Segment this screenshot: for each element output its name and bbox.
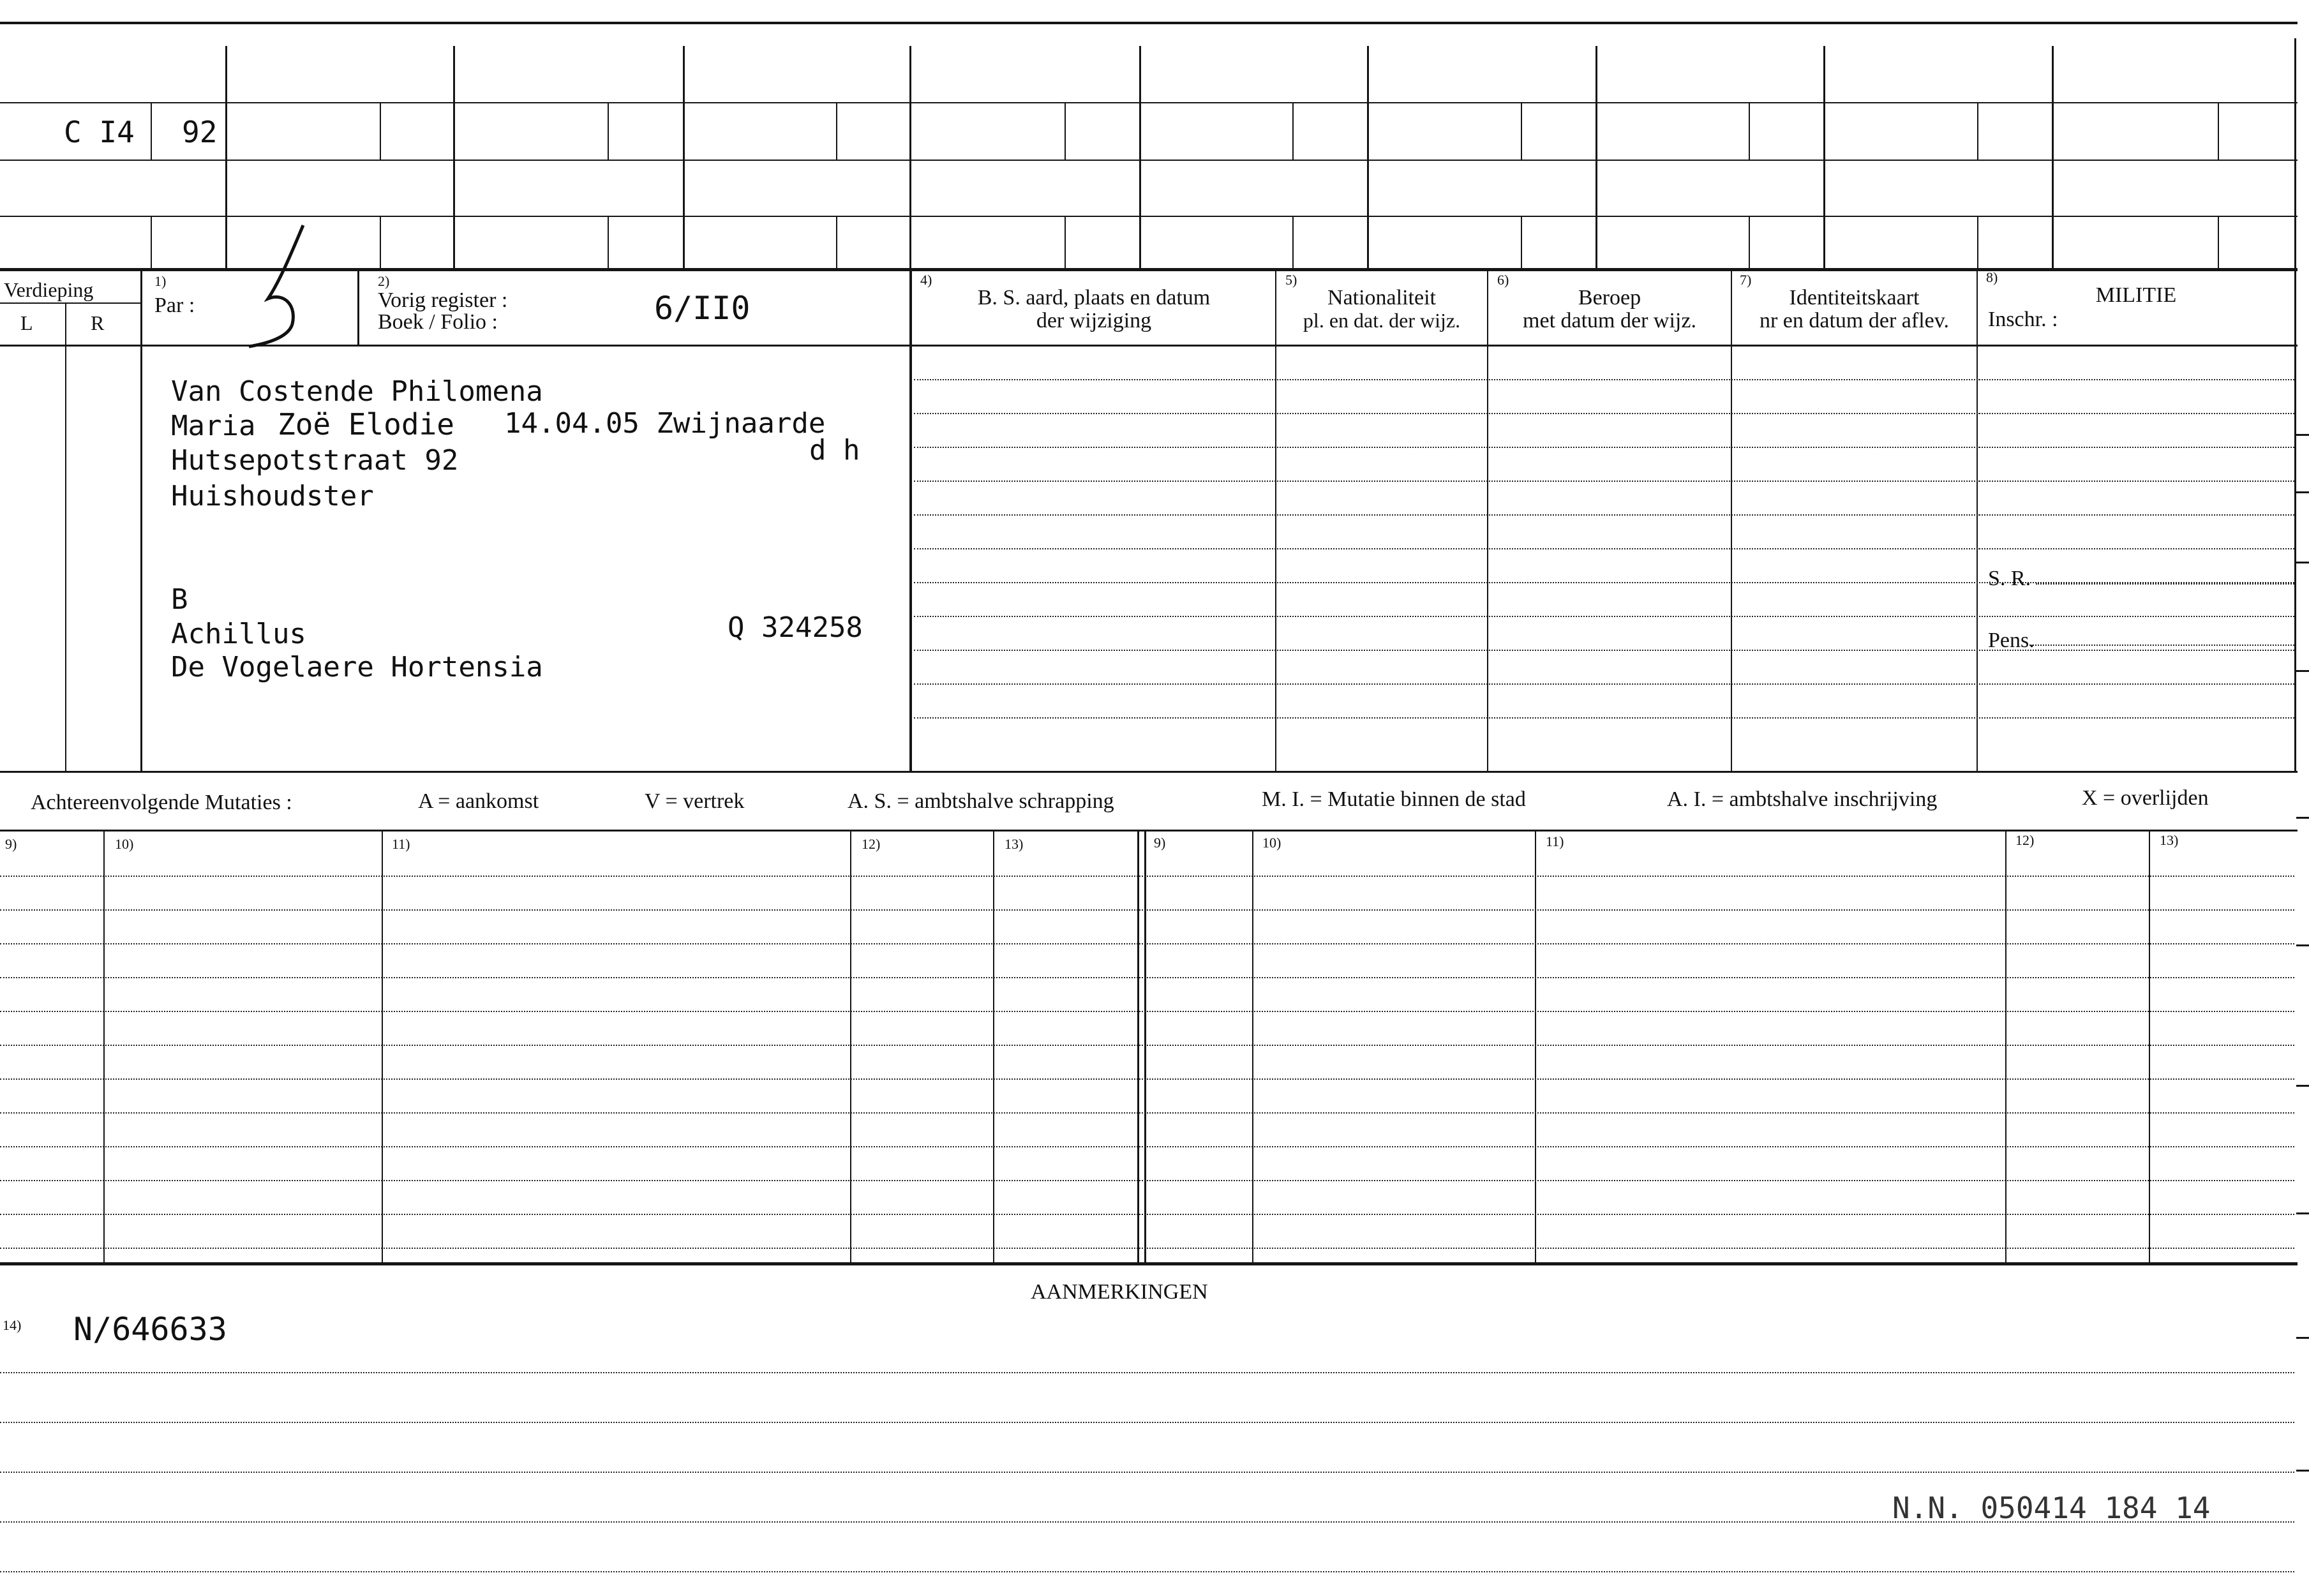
id-code: Q 324258 bbox=[728, 611, 863, 644]
father-name: Achillus bbox=[171, 618, 306, 650]
dotted-rule bbox=[1978, 481, 2294, 482]
dotted-rule bbox=[914, 650, 2294, 651]
dotted-rule bbox=[914, 616, 2294, 617]
mut-col-9b: 9) bbox=[1154, 835, 1166, 851]
dotted-rule bbox=[0, 909, 2294, 911]
remarks-title: AANMERKINGEN bbox=[1031, 1280, 1208, 1304]
dotted-rule bbox=[0, 1011, 2294, 1012]
edge-tick bbox=[2296, 944, 2309, 946]
mut-col-10b: 10) bbox=[1262, 835, 1282, 851]
dotted-rule bbox=[0, 1112, 2294, 1114]
mut-col-13a: 13) bbox=[1005, 836, 1024, 852]
nationaliteit-line2: pl. en dat. der wijz. bbox=[1303, 309, 1461, 332]
beroep-line2: met datum der wijz. bbox=[1523, 309, 1696, 332]
field-number-6: 6) bbox=[1497, 272, 1509, 288]
field-number-1: 1) bbox=[154, 273, 167, 289]
legend-aankomst: A = aankomst bbox=[418, 789, 539, 813]
edge-tick bbox=[2296, 562, 2309, 563]
bs-header-line1: B. S. aard, plaats en datum bbox=[977, 286, 1211, 310]
par-label: Par : bbox=[154, 294, 195, 317]
pens-label: Pens. bbox=[1988, 629, 2035, 652]
field-number-5: 5) bbox=[1285, 272, 1297, 288]
mut-col-9a: 9) bbox=[5, 836, 17, 852]
dotted-rule bbox=[1978, 548, 2294, 549]
bs-header-line2: der wijziging bbox=[1036, 309, 1152, 332]
boek-folio-label: Boek / Folio : bbox=[378, 310, 498, 334]
dotted-rule bbox=[1978, 413, 2294, 414]
dotted-rule bbox=[914, 683, 2294, 685]
field-number-7: 7) bbox=[1740, 272, 1752, 288]
edge-tick bbox=[2296, 434, 2309, 436]
field-number-4: 4) bbox=[920, 272, 932, 288]
field-number-2: 2) bbox=[378, 273, 390, 289]
dotted-rule bbox=[0, 1146, 2294, 1147]
militie-label: MILITIE bbox=[2095, 283, 2177, 307]
edge-tick bbox=[2296, 670, 2309, 672]
edge-tick bbox=[2296, 1470, 2309, 1472]
legend-schrapping: A. S. = ambtshalve schrapping bbox=[848, 789, 1114, 813]
address-mark: d h bbox=[809, 434, 860, 466]
nn-code: N.N. 050414 184 14 bbox=[1892, 1491, 2211, 1525]
dotted-rule bbox=[0, 943, 2294, 944]
dotted-rule bbox=[1978, 379, 2294, 380]
dotted-rule bbox=[0, 1422, 2294, 1423]
person-given-names-b: Zoë Elodie bbox=[278, 407, 454, 442]
register-code-2: 92 bbox=[182, 115, 218, 149]
col-l-label: L bbox=[20, 311, 33, 334]
nationaliteit-line1: Nationaliteit bbox=[1327, 286, 1436, 310]
dotted-rule bbox=[0, 1214, 2294, 1215]
register-code-1: C I4 bbox=[64, 115, 135, 149]
col-r-label: R bbox=[91, 311, 105, 334]
edge-tick bbox=[2296, 817, 2309, 819]
mother-name: De Vogelaere Hortensia bbox=[171, 651, 543, 683]
mut-col-11a: 11) bbox=[392, 836, 410, 852]
edge-tick bbox=[2296, 1337, 2309, 1339]
edge-tick bbox=[2296, 491, 2309, 493]
person-given-names-a: Maria bbox=[171, 410, 256, 442]
legend-mutatie-stad: M. I. = Mutatie binnen de stad bbox=[1262, 787, 1526, 811]
identiteitskaart-line1: Identiteitskaart bbox=[1789, 286, 1920, 310]
field-number-8: 8) bbox=[1986, 269, 1998, 285]
legend-vertrek: V = vertrek bbox=[645, 789, 745, 813]
verdieping-label: Verdieping bbox=[4, 278, 94, 301]
legend-overlijden: X = overlijden bbox=[2082, 786, 2209, 810]
dotted-rule bbox=[0, 1248, 2294, 1249]
boek-folio-value: 6/II0 bbox=[654, 290, 751, 327]
address: Hutsepotstraat 92 bbox=[171, 444, 459, 477]
marital-code: B bbox=[171, 583, 188, 616]
dotted-rule bbox=[1978, 447, 2294, 448]
dotted-rule bbox=[0, 876, 2294, 877]
mut-col-12a: 12) bbox=[862, 836, 881, 852]
dotted-rule bbox=[1978, 514, 2294, 516]
sr-label: S. R. bbox=[1988, 567, 2031, 590]
dotted-rule bbox=[914, 717, 2294, 719]
edge-tick bbox=[2296, 1212, 2309, 1214]
handwritten-mark-icon bbox=[243, 222, 345, 350]
dotted-rule bbox=[0, 1045, 2294, 1046]
occupation: Huishoudster bbox=[171, 480, 374, 512]
dotted-rule bbox=[0, 1372, 2294, 1373]
dotted-rule bbox=[2029, 645, 2294, 646]
dotted-rule bbox=[2036, 583, 2294, 585]
remarks-value: N/646633 bbox=[73, 1311, 227, 1348]
mut-col-12b: 12) bbox=[2015, 832, 2035, 848]
dotted-rule bbox=[0, 1180, 2294, 1181]
field-number-14: 14) bbox=[3, 1317, 22, 1333]
dotted-rule bbox=[0, 1521, 2294, 1523]
edge-tick bbox=[2296, 1085, 2309, 1087]
dotted-rule bbox=[0, 1472, 2294, 1473]
dotted-rule bbox=[0, 1571, 2294, 1572]
legend-inschrijving: A. I. = ambtshalve inschrijving bbox=[1667, 787, 1938, 811]
dotted-rule bbox=[0, 1078, 2294, 1080]
mut-col-10a: 10) bbox=[115, 836, 134, 852]
dotted-rule bbox=[0, 977, 2294, 978]
mutations-title: Achtereenvolgende Mutaties : bbox=[31, 791, 292, 814]
mut-col-13b: 13) bbox=[2160, 832, 2179, 848]
identiteitskaart-line2: nr en datum der aflev. bbox=[1759, 309, 1950, 332]
mut-col-11b: 11) bbox=[1546, 833, 1564, 849]
person-name: Van Costende Philomena bbox=[171, 375, 543, 408]
birth-date-place: 14.04.05 Zwijnaarde bbox=[504, 407, 826, 440]
vorig-register-label: Vorig register : bbox=[378, 288, 508, 312]
beroep-line1: Beroep bbox=[1578, 286, 1641, 310]
inschr-label: Inschr. : bbox=[1988, 308, 2058, 331]
